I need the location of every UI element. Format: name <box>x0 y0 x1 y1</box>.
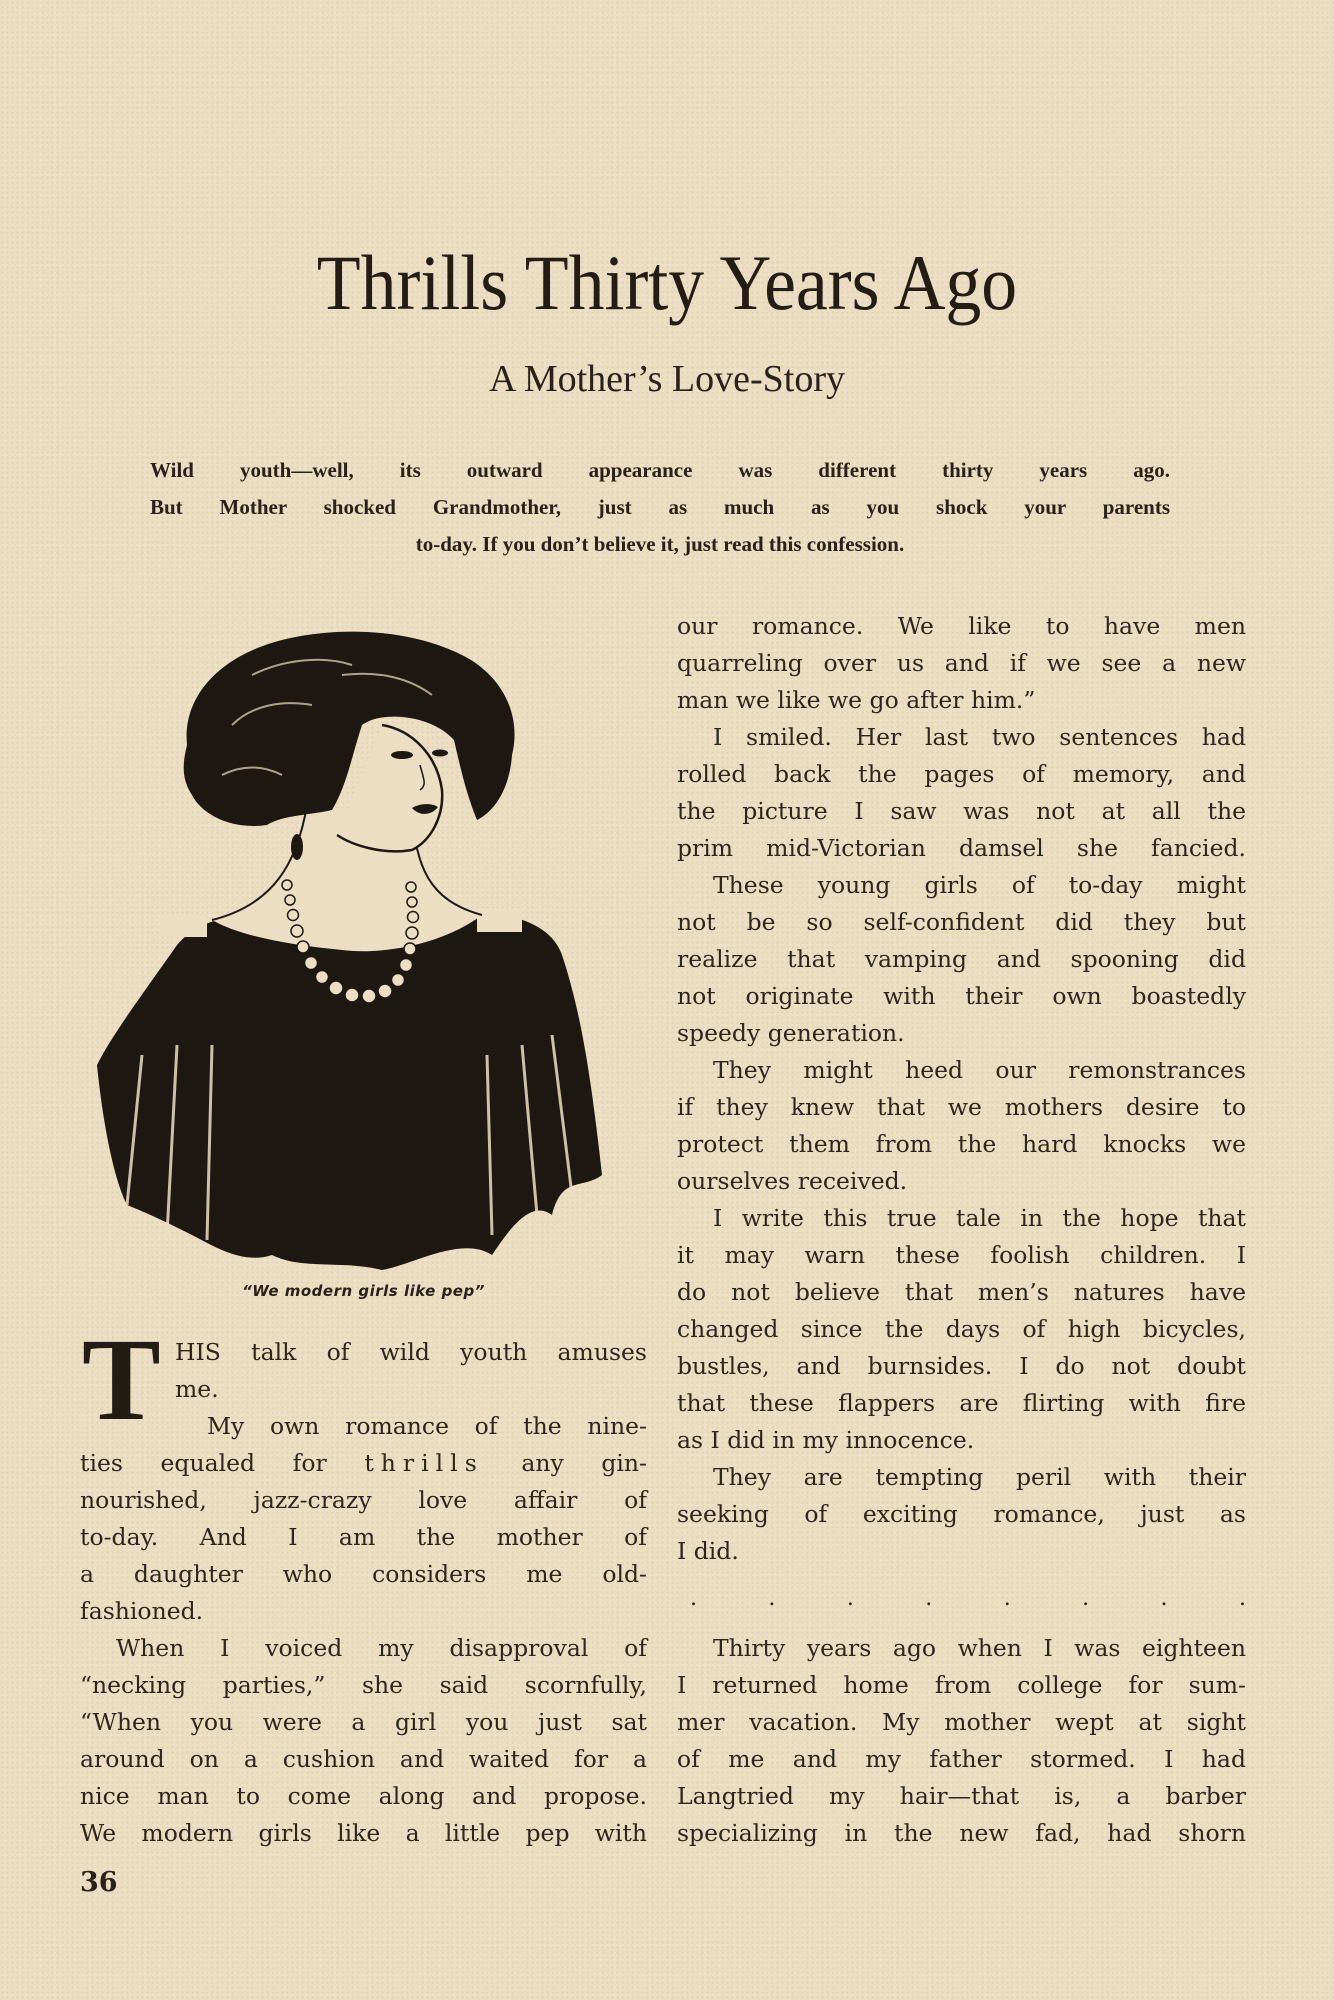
text-line: it may warn these foolish children. I <box>677 1241 1246 1269</box>
text-line: I did. <box>677 1537 739 1565</box>
text-line: quarreling over us and if we see a new <box>677 649 1246 677</box>
separator-dot: . <box>1082 1586 1090 1611</box>
right-column-continued <box>677 1630 1246 1852</box>
text-line: that these flappers are flirting with fire <box>677 1389 1246 1417</box>
text-line: “When you were a girl you just sat <box>80 1708 647 1736</box>
text-line: of me and my father stormed. I had <box>677 1745 1246 1773</box>
text-line: nourished, jazz-crazy love affair of <box>80 1486 647 1514</box>
text-line: My own romance of the nine- <box>207 1412 647 1440</box>
text-line: prim mid-Victorian damsel she fancied. <box>677 834 1246 862</box>
text-line: I smiled. Her last two sentences had <box>713 723 1246 751</box>
intro-line: Wild youth—well, its outward appearance was different thirty years ago. <box>150 458 1170 482</box>
text-line: changed since the days of high bicycles, <box>677 1315 1246 1343</box>
text-line: not be so self-confident did they but <box>677 908 1246 936</box>
illustration-caption: “We modern girls like pep” <box>242 1282 485 1300</box>
page-number: 36 <box>80 1867 118 1898</box>
text-line: protect them from the hard knocks we <box>677 1130 1246 1158</box>
earring <box>291 834 303 860</box>
text-line: I write this true tale in the hope that <box>713 1204 1246 1232</box>
right-column <box>677 608 1246 1570</box>
article-subtitle: A Mother’s Love-Story <box>488 358 846 400</box>
text-span: any gin- <box>521 1449 647 1477</box>
text-line: Langtried my hair—that is, a barber <box>677 1782 1246 1810</box>
text-line: do not believe that men’s natures have <box>677 1278 1246 1306</box>
eye-right <box>432 750 448 757</box>
text-line: “necking parties,” she said scornfully, <box>80 1671 647 1699</box>
text-line: bustles, and burnsides. I do not doubt <box>677 1352 1246 1380</box>
text-line: Thirty years ago when I was eighteen <box>713 1634 1246 1662</box>
text-line: nice man to come along and propose. <box>80 1782 647 1810</box>
hair-mass <box>184 632 515 826</box>
text-line: They might heed our remonstrances <box>713 1056 1246 1084</box>
text-line: We modern girls like a little pep with <box>80 1819 647 1847</box>
text-line: to-day. And I am the mother of <box>80 1523 647 1551</box>
text-line: specializing in the new fad, had shorn <box>677 1819 1246 1847</box>
text-line: not originate with their own boastedly <box>677 982 1246 1010</box>
separator-dot: . <box>690 1586 697 1611</box>
text-line: realize that vamping and spooning did <box>677 945 1246 973</box>
text-line: speedy generation. <box>677 1019 905 1047</box>
text-line: When I voiced my disapproval of <box>116 1634 647 1662</box>
text-line: a daughter who considers me old- <box>80 1560 647 1588</box>
separator-dot: . <box>1238 1586 1246 1611</box>
text-line: These young girls of to-day might <box>713 871 1246 899</box>
text-span: ties equaled for <box>80 1449 327 1477</box>
intro-line: to-day. If you don’t believe it, just read this confession. <box>415 532 905 556</box>
text-line: They are tempting peril with their <box>713 1463 1246 1491</box>
text-line: me. <box>175 1375 219 1403</box>
article-title: Thrills Thirty Years Ago <box>316 239 1018 326</box>
text-line: the picture I saw was not at all the <box>677 797 1246 825</box>
text-line: our romance. We like to have men <box>677 612 1246 640</box>
text-line: HIS talk of wild youth amuses <box>175 1338 647 1366</box>
shoulder-trim-right <box>477 910 522 932</box>
illustration-woman-portrait <box>82 615 642 1275</box>
left-column <box>80 1334 647 1852</box>
separator-dot: . <box>1003 1586 1011 1611</box>
drop-cap: T <box>82 1314 161 1445</box>
portrait-drawing <box>82 615 642 1275</box>
text-line: man we like we go after him.” <box>677 686 1036 714</box>
text-line: if they knew that we mothers desire to <box>677 1093 1246 1121</box>
separator-dot: . <box>846 1586 854 1611</box>
text-line: ourselves received. <box>677 1167 908 1195</box>
text-line: around on a cushion and waited for a <box>80 1745 647 1773</box>
section-separator-dots <box>690 1584 1246 1614</box>
text-span-spaced: thrills <box>364 1449 484 1477</box>
article-intro <box>150 452 1170 563</box>
text-line: fashioned. <box>80 1597 204 1625</box>
text-line: seeking of exciting romance, just as <box>677 1500 1246 1528</box>
text-line: as I did in my innocence. <box>677 1426 975 1454</box>
separator-dot: . <box>1160 1586 1168 1611</box>
shoulder-trim-left <box>162 915 207 937</box>
text-line: rolled back the pages of memory, and <box>677 760 1246 788</box>
separator-dot: . <box>768 1586 776 1611</box>
separator-dot: . <box>925 1586 933 1611</box>
text-line: I returned home from college for sum- <box>677 1671 1246 1699</box>
intro-line: But Mother shocked Grandmother, just as much as you shock your parents <box>150 495 1170 519</box>
eye-left <box>391 751 413 759</box>
text-line <box>80 1445 647 1482</box>
text-line: mer vacation. My mother wept at sight <box>677 1708 1246 1736</box>
